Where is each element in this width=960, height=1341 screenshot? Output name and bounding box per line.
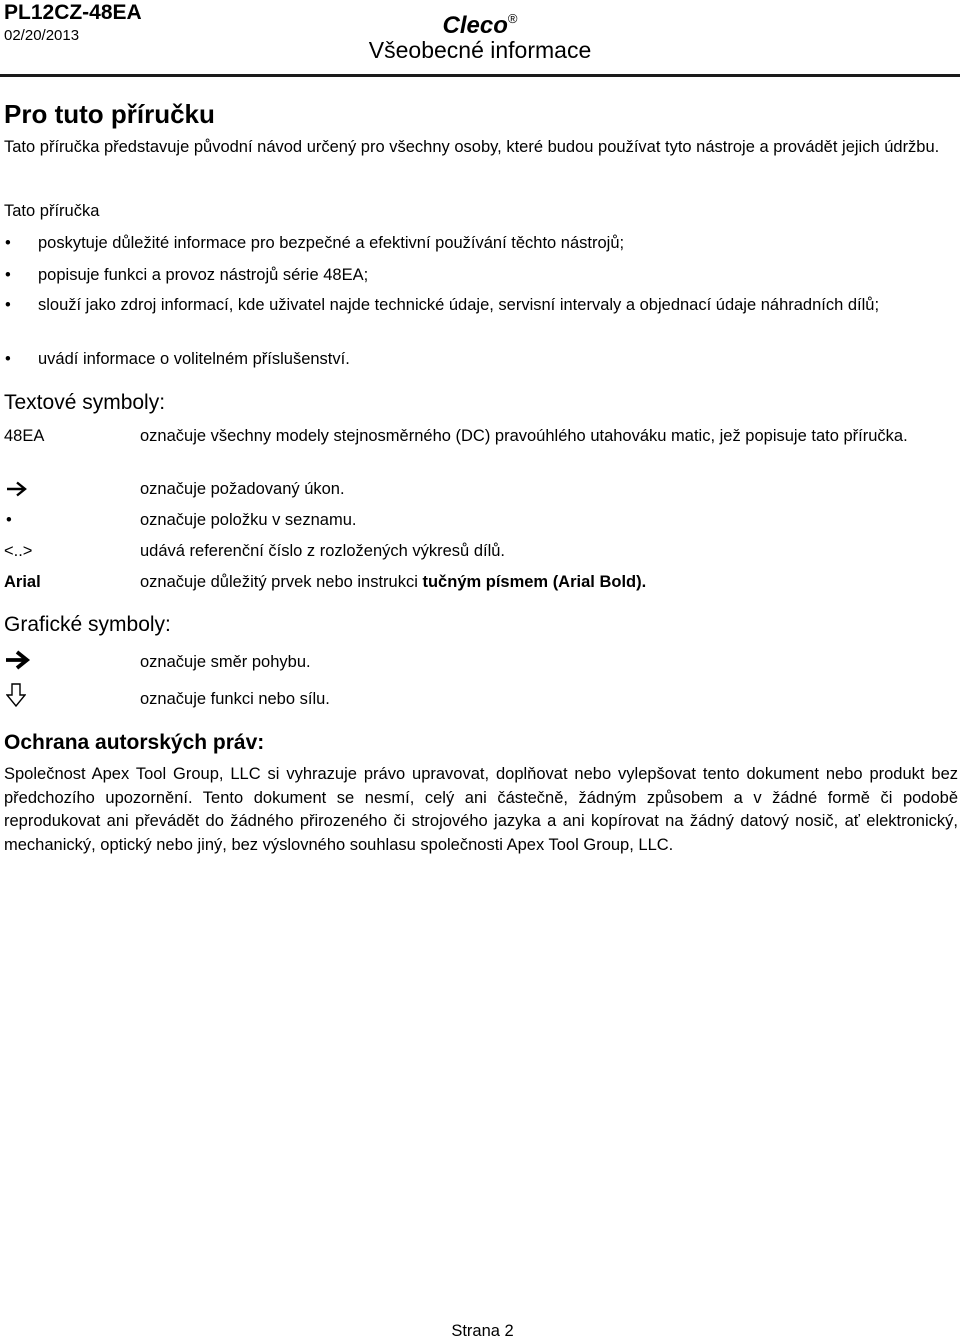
copyright-heading: Ochrana autorských práv: xyxy=(4,731,265,754)
intro-lead: Tato příručka xyxy=(4,202,100,220)
copyright-paragraph: Společnost Apex Tool Group, LLC si vyhrazuje právo upravovat, doplňovat nebo vylepšovat tento dokument nebo produkt bez předchozího upozornění. Tento dokument se nesmí, celý ani částečně, žádným způsobem a v žádné formě či podobě reprodukovat ani převádět do žádného přirozeného či strojového jazyka a ani kopírovat na žádný datový nosič, ať elektronický, mechanický, optický nebo jiný, bez výslovného souhlasu společnosti Apex Tool Group, LLC. xyxy=(4,765,958,854)
arrow-right-icon xyxy=(6,481,28,497)
symbol-key: Arial xyxy=(4,573,41,591)
list-item: uvádí informace o volitelném příslušenství. xyxy=(38,350,350,368)
header-divider xyxy=(0,74,960,77)
symbol-description-bold: tučným písmem (Arial Bold). xyxy=(422,573,647,591)
bullet-marker: • xyxy=(5,266,11,284)
symbol-key: • xyxy=(6,511,12,529)
bullet-marker: • xyxy=(5,234,11,252)
bold-arrow-right-icon xyxy=(5,650,31,670)
intro-heading: Pro tuto příručku xyxy=(4,99,215,129)
graphic-symbols-heading: Grafické symboly: xyxy=(4,613,171,636)
bullet-marker: • xyxy=(5,350,11,368)
list-item: poskytuje důležité informace pro bezpečné a efektivní používání těchto nástrojů; xyxy=(38,234,625,252)
symbol-description xyxy=(140,571,958,595)
document-code: PL12CZ-48EA xyxy=(4,1,142,24)
text-symbols-heading: Textové symboly: xyxy=(4,391,166,414)
outline-arrow-down-icon xyxy=(6,683,26,707)
intro-paragraph: Tato příručka představuje původní návod určený pro všechny osoby, které budou používat tyto nástroje a provádět jejich údržbu. xyxy=(4,138,940,156)
symbol-description: označuje funkci nebo sílu. xyxy=(140,690,330,708)
brand-name: Cleco xyxy=(442,12,508,39)
symbol-description: udává referenční číslo z rozložených výkresů dílů. xyxy=(140,542,506,560)
symbol-description-text: označuje důležitý prvek nebo instrukci xyxy=(140,573,423,591)
symbol-key: <..> xyxy=(4,542,33,560)
symbol-description: označuje směr pohybu. xyxy=(140,653,311,671)
symbol-key: 48EA xyxy=(4,427,45,445)
page-number: Strana 2 xyxy=(451,1322,514,1340)
list-item: popisuje funkci a provoz nástrojů série 48EA; xyxy=(38,266,369,284)
list-item: slouží jako zdroj informací, kde uživatel najde technické údaje, servisní intervaly a objednací údaje náhradních dílů; xyxy=(38,296,880,314)
symbol-description: označuje položku v seznamu. xyxy=(140,511,357,529)
bullet-marker: • xyxy=(5,296,11,314)
registered-mark: ® xyxy=(507,11,518,26)
document-date: 02/20/2013 xyxy=(4,27,80,44)
section-title: Všeobecné informace xyxy=(368,37,592,63)
symbol-description: označuje požadovaný úkon. xyxy=(140,480,345,498)
symbol-description: označuje všechny modely stejnosměrného (DC) pravoúhlého utahováku matic, jež popisuje tato příručka. xyxy=(140,427,908,445)
